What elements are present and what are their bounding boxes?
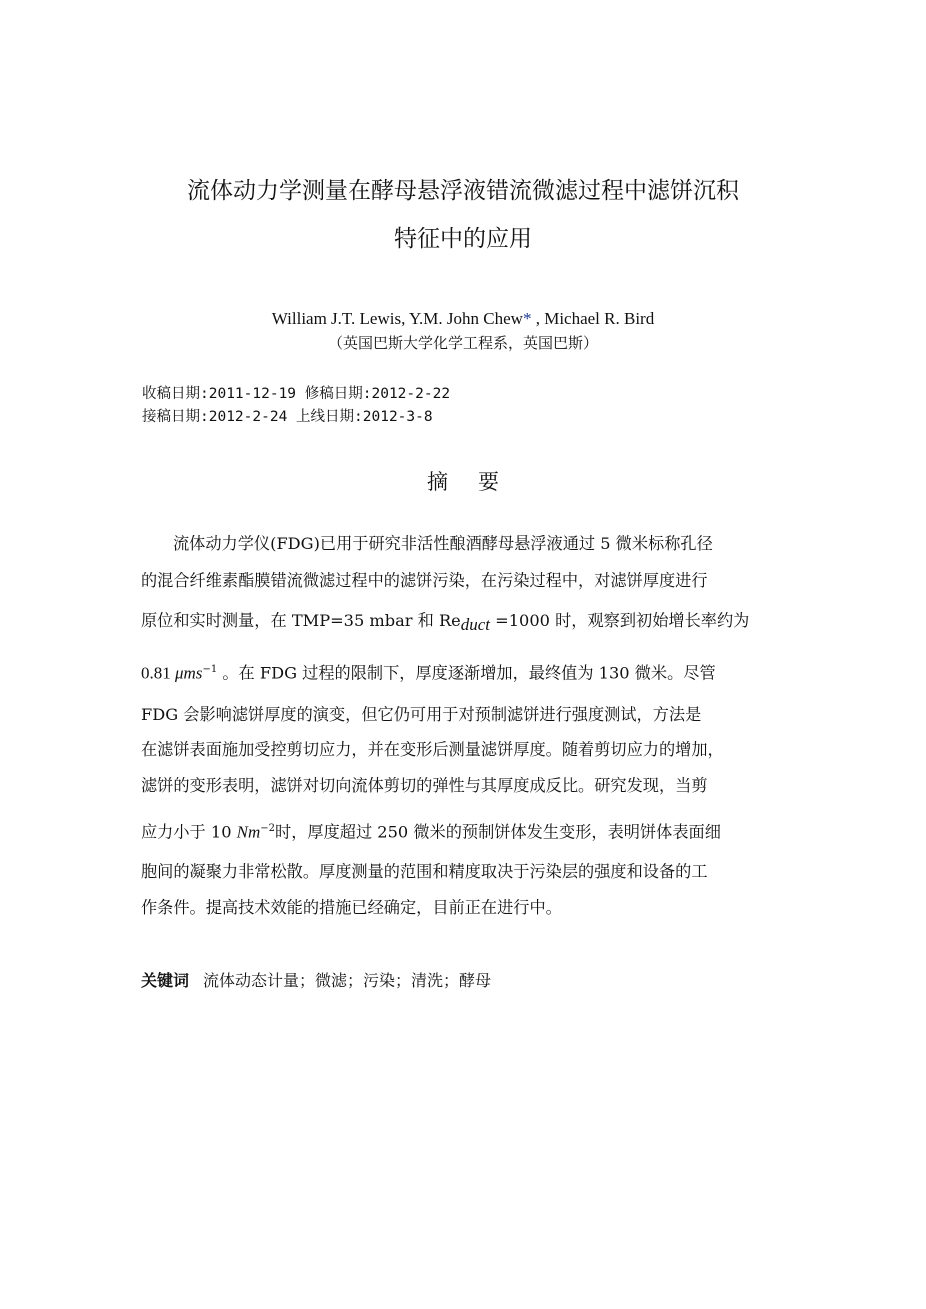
abstract-line: 作条件。提高技术效能的措施已经确定，目前正在进行中。 <box>141 898 562 917</box>
abstract-text: 0.81 <box>141 663 175 683</box>
abstract-heading: 摘要 <box>427 470 529 494</box>
title-line-1: 流体动力学测量在酵母悬浮液错流微滤过程中滤饼沉积 <box>187 178 739 204</box>
abstract-line <box>141 818 786 843</box>
abstract-text: 应力小于 10 <box>141 822 237 842</box>
abstract-line: 在滤饼表面施加受控剪切应力，并在变形后测量滤饼厚度。随着剪切应力的增加， <box>141 740 724 759</box>
abstract-line <box>141 610 786 636</box>
abstract-text: 原位和实时测量，在 TMP=35 mbar 和 Re <box>141 611 461 630</box>
abstract-line: 胞间的凝聚力非常松散。厚度测量的范围和精度取决于污染层的强度和设备的工 <box>141 862 708 881</box>
unit: Nm <box>236 822 261 842</box>
affiliation: （英国巴斯大学化学工程系，英国巴斯） <box>327 334 598 352</box>
subscript: duct <box>460 615 491 635</box>
date-line-1: 收稿日期:2011-12-19 修稿日期:2012-2-22 <box>142 386 451 402</box>
superscript: −1 <box>202 664 218 675</box>
authors <box>0 309 926 329</box>
abstract-line: 的混合纤维素酯膜错流微滤过程中的滤饼污染，在污染过程中，对滤饼厚度进行 <box>141 571 708 590</box>
abstract-line <box>141 659 786 684</box>
abstract-text: =1000 时，观察到初始增长率约为 <box>490 611 750 630</box>
abstract-line: FDG 会影响滤饼厚度的演变，但它仍可用于对预制滤饼进行强度测试，方法是 <box>141 705 702 724</box>
corresponding-author-mark: * <box>522 309 532 328</box>
abstract-text: 。在 FDG 过程的限制下，厚度逐渐增加，最终值为 130 微米。尽管 <box>217 663 716 683</box>
abstract-line: 流体动力学仪(FDG)已用于研究非活性酿酒酵母悬浮液通过 5 微米标称孔径 <box>173 534 713 553</box>
abstract-text: 时，厚度超过 250 微米的预制饼体发生变形，表明饼体表面细 <box>275 822 721 842</box>
abstract-line: 滤饼的变形表明，滤饼对切向流体剪切的弹性与其厚度成反比。研究发现，当剪 <box>141 776 708 795</box>
keywords-label: 关键词 <box>141 971 190 990</box>
unit: μms <box>175 663 203 683</box>
author-names: William J.T. Lewis, Y.M. John Chew <box>271 309 523 328</box>
title-line-2: 特征中的应用 <box>394 226 532 252</box>
superscript: −2 <box>260 823 276 834</box>
keywords <box>141 968 491 991</box>
author-names-rest: , Michael R. Bird <box>531 309 655 328</box>
keywords-text: 流体动态计量；微滤；污染；清洗；酵母 <box>203 971 492 990</box>
date-line-2: 接稿日期:2012-2-24 上线日期:2012-3-8 <box>142 409 433 425</box>
